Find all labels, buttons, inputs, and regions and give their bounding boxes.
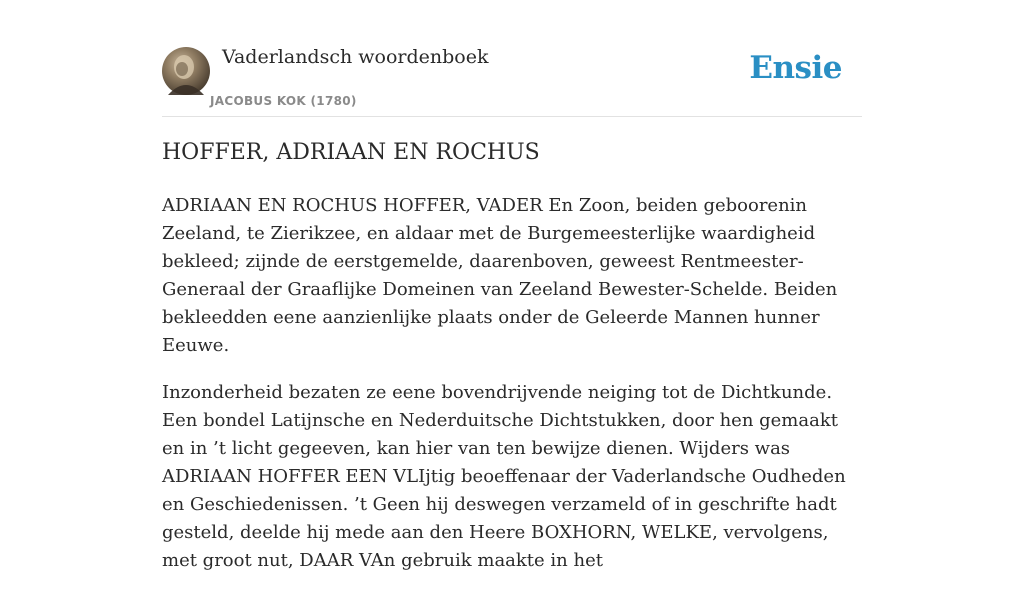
entry-paragraph: ADRIAAN EN ROCHUS HOFFER, VADER En Zoon, beiden geboorenin Zeeland, te Zierikzee, en aldaar met de Burgemeesterlijke waardigheid bekleed; zijnde de eerstgemelde, daarenboven, geweest Rentmeester-Generaal der Graaflijke Domeinen van Zeeland Bewester-Schelde. Beiden bekleedden eene aanzienlijke plaats onder de Geleerde Mannen hunner Eeuwe.: [162, 195, 838, 356]
entry-paragraph: Inzonderheid bezaten ze eene bovendrijvende neiging tot de Dichtkunde. Een bondel Latijnsche en Nederduitsche Dichtstukken, door hen gemaakt en in ’t licht gegeeven, kan hier van ten bewijze dienen. Wijders was ADRIAAN HOFFER EEN VLIjtig beoeffenaar der Vaderlandsche Oudheden en Geschiedenissen. ’t Geen hij deswegen verzameld of in geschrifte hadt gesteld, deelde hij mede aan den Heere BOXHORN, WELKE, vervolgens, met groot nut, DAAR VAn gebruik maakte in het: [162, 382, 846, 571]
book-title-link[interactable]: Vaderlandsch woordenboek: [222, 46, 489, 68]
portrait-icon: [162, 47, 210, 95]
entry-title: HOFFER, ADRIAAN EN ROCHUS: [162, 140, 540, 165]
author-avatar[interactable]: [162, 47, 210, 95]
entry-body: [162, 192, 862, 594]
header: [162, 40, 862, 117]
author-name: JACOBUS KOK (1780): [210, 94, 357, 108]
ensie-logo[interactable]: Ensie: [749, 50, 842, 86]
